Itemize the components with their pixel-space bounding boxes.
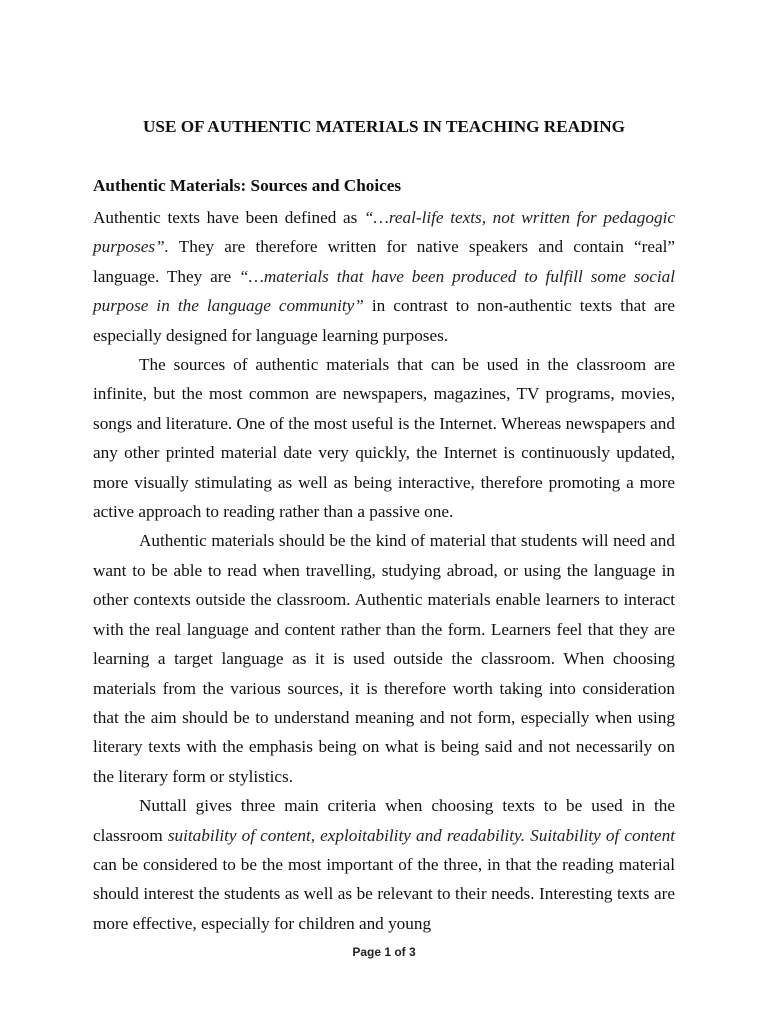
quote-1: “…real-life texts, not written for pedagogic purposes”.	[93, 208, 675, 257]
criteria-italic: suitability of content, exploitability and readability. Suitability of content	[167, 825, 675, 845]
page-number: Page 1 of 3	[352, 945, 416, 959]
paragraph-3: Authentic materials should be the kind of material that students will need and want to be able to read when travelling, studying abroad, or using the language in other contexts outside the classroom. Authentic materials enable learners to interact with the real language and content rather than the form. Learners feel that they are learning a target language as it is used outside the classroom. When choosing materials from the various sources, it is therefore worth taking into consideration that the aim should be to understand meaning and not form, especially when using literary texts with the emphasis being on what is being said and not necessarily on the literary form or stylistics.	[93, 531, 675, 786]
document-body	[93, 203, 675, 938]
paragraph-2: The sources of authentic materials that can be used in the classroom are infinite, but the most common are newspapers, magazines, TV programs, movies, songs and literature. One of the most useful is the Internet. Whereas newspapers and any other printed material date very quickly, the Internet is continuously updated, more visually stimulating as well as being interactive, therefore promoting a more active approach to reading rather than a passive one.	[93, 355, 675, 522]
paragraph-1-text-1: Authentic texts have been defined as	[93, 208, 364, 227]
real-term: “real”	[633, 237, 675, 257]
paragraph-4-text-1: Nuttall gives three main criteria when choosing texts to be used in the classroom	[93, 796, 675, 845]
paragraph-1-text-3: language. They are	[93, 266, 240, 286]
paragraph-1	[93, 203, 675, 350]
paragraph-1-text-4: in contrast to non-authentic texts that are especially designed for language learning purposes.	[93, 296, 676, 345]
paragraph-4-text-2: can be considered to be the most important of the three, in that the reading material should interest the students as well as be relevant to their needs. Interesting texts are more effective, especially for children and young	[93, 854, 675, 933]
paragraph-4	[93, 791, 675, 938]
section-heading: Authentic Materials: Sources and Choices	[93, 176, 402, 195]
paragraph-1-text-2: They are therefore written for native speakers and contain	[168, 237, 634, 257]
document-title: USE OF AUTHENTIC MATERIALS IN TEACHING READING	[143, 117, 625, 136]
quote-2: “…materials that have been produced to fulfill some social purpose in the language community”	[93, 266, 675, 316]
